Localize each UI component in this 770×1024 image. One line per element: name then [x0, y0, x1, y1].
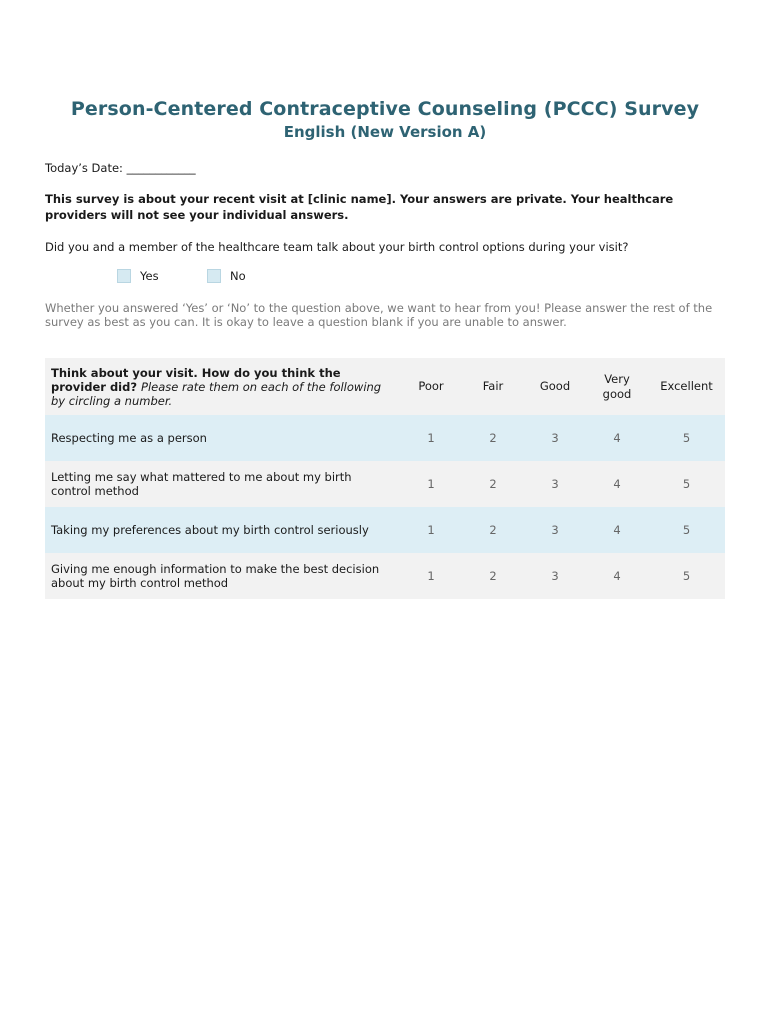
table-row: [45, 553, 725, 599]
table-row: [45, 507, 725, 553]
table-header-row: [45, 358, 725, 415]
table-row: [45, 461, 725, 507]
birth-control-question: Did you and a member of the healthcare team talk about your birth control options during your visit?: [45, 240, 629, 254]
answer-options: [45, 269, 725, 287]
rating-3[interactable]: 3: [551, 477, 559, 491]
rating-2[interactable]: 2: [489, 477, 497, 491]
rating-5[interactable]: 5: [682, 569, 691, 583]
intro-text: This survey is about your recent visit at [clinic name]. Your answers are private. Your healthcare providers will not see your individual answers.: [45, 192, 674, 222]
scale-header-fair: Fair: [482, 379, 504, 393]
table-prompt-italic: Please rate them on each of the following by circling a number.: [51, 379, 382, 408]
rating-4[interactable]: 4: [613, 523, 621, 537]
scale-header-poor: Poor: [418, 379, 444, 393]
rating-3[interactable]: 3: [551, 523, 559, 537]
table-prompt: [45, 358, 400, 415]
rating-5[interactable]: 5: [682, 431, 691, 445]
rating-2[interactable]: 2: [489, 569, 497, 583]
scale-header-very-good: Very good: [602, 371, 632, 401]
scale-header-good: Good: [539, 379, 571, 393]
rating-1[interactable]: 1: [427, 523, 435, 537]
no-label: No: [230, 269, 246, 283]
date-line[interactable]: Today’s Date: ____________: [45, 161, 196, 175]
option-no[interactable]: [207, 269, 246, 283]
rating-5[interactable]: 5: [682, 477, 691, 491]
rating-1[interactable]: 1: [427, 569, 435, 583]
option-yes[interactable]: [117, 269, 159, 283]
row-label: Taking my preferences about my birth control seriously: [51, 523, 369, 537]
rating-2[interactable]: 2: [489, 431, 497, 445]
scale-header-excellent: Excellent: [660, 379, 713, 393]
row-label: Letting me say what mattered to me about my birth control method: [51, 470, 352, 498]
no-checkbox[interactable]: [207, 269, 221, 283]
page-subtitle: English (New Version A): [283, 123, 487, 141]
rating-1[interactable]: 1: [427, 477, 435, 491]
rating-2[interactable]: 2: [489, 523, 497, 537]
survey-page: [45, 96, 725, 599]
rating-4[interactable]: 4: [613, 569, 621, 583]
row-label: Giving me enough information to make the best decision about my birth control method: [51, 562, 380, 590]
table-prompt-bold: Think about your visit. How do you think the provider did?: [51, 365, 341, 394]
rating-3[interactable]: 3: [551, 431, 559, 445]
rating-1[interactable]: 1: [427, 431, 435, 445]
yes-checkbox[interactable]: [117, 269, 131, 283]
yes-label: Yes: [140, 269, 159, 283]
rating-table: [45, 358, 725, 599]
instruction-note: Whether you answered ‘Yes’ or ‘No’ to the question above, we want to hear from you! Please answer the rest of the survey as best as you can. It is okay to leave a question blank if you are unable to answer.: [45, 301, 713, 329]
rating-5[interactable]: 5: [682, 523, 691, 537]
rating-3[interactable]: 3: [551, 569, 559, 583]
page-title: Person-Centered Contraceptive Counseling (PCCC) Survey: [70, 98, 700, 120]
row-label: Respecting me as a person: [51, 431, 207, 445]
rating-4[interactable]: 4: [613, 431, 621, 445]
table-row: [45, 415, 725, 461]
rating-4[interactable]: 4: [613, 477, 621, 491]
